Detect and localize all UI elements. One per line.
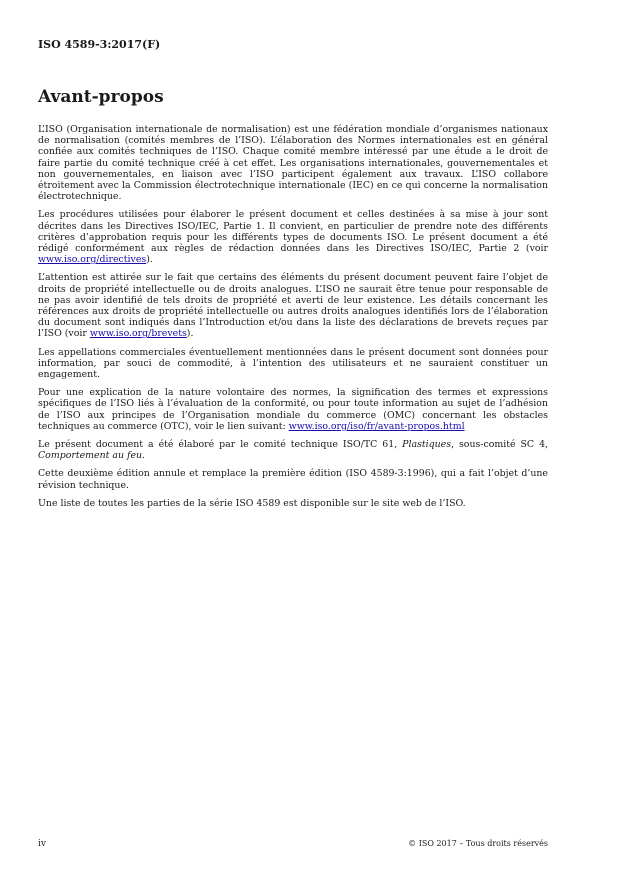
paragraph-text: Pour une explication de la nature volontaire des normes, la signification des termes et expressions spécifiques de l’ISO liés à l’évaluation de la conformité, ou pour toute information au sujet de l’adhésion de l’ISO aux principes de l’Organisation mondiale du commerce (OMC) concernant les obstacles techniques au commerce (OTC), voir le lien suivant: — [38, 387, 548, 432]
page-number: iv — [38, 839, 46, 849]
paragraph-text: Le présent document a été élaboré par le comité technique ISO/TC 61, — [38, 439, 403, 451]
paragraph-end: ). — [146, 254, 153, 266]
paragraph-end: ). — [186, 328, 194, 340]
paragraph-committee — [38, 439, 548, 461]
foreword-link[interactable]: www.iso.org/iso/fr/avant-propos.html — [288, 420, 465, 432]
paragraph-patents — [38, 272, 548, 339]
page-title: Avant-propos — [38, 87, 164, 107]
paragraph-iso-intro: L’ISO (Organisation internationale de normalisation) est une fédération mondiale d’organismes nationaux de normalisation (comités membres de l’ISO). L’élaboration des Normes internationales est en général confiée aux comités techniques de l’ISO. Chaque comité membre intéressé par une étude a le droit de faire partie du comité technique créé à cet effet. Les organisations internationales, gouvernementales et non gouvernementales, en liaison avec l’ISO participent également aux travaux. L’ISO collabore étroitement avec la Commission électrotechnique internationale (IEC) en ce qui concerne la normalisation électrotechnique. — [38, 124, 548, 203]
document-id: ISO 4589-3:2017(F) — [38, 38, 161, 51]
paragraph-voluntary-nature — [38, 387, 548, 432]
paragraph-end: . — [142, 450, 146, 462]
paragraph-trade-names: Les appellations commerciales éventuellement mentionnées dans le présent document sont données pour information, par souci de commodité, à l’intention des utilisateurs et ne sauraient constituer un engagement. — [38, 346, 548, 381]
subcommittee-title: Comportement au feu — [38, 450, 143, 462]
paragraph-text: , sous-comité SC 4, — [451, 439, 549, 451]
directives-link[interactable]: www.iso.org/directives — [38, 254, 147, 266]
copyright-notice: © ISO 2017 – Tous droits réservés — [408, 839, 548, 848]
paragraph-series-list: Une liste de toutes les parties de la série ISO 4589 est disponible sur le site web de l’ISO. — [38, 497, 466, 509]
paragraph-text: L’attention est attirée sur le fait que certains des éléments du présent document peuvent faire l’objet de droits de propriété intellectuelle ou de droits analogues. L’ISO ne saurait être tenue pour responsable de ne pas avoir identifié de tels droits de propriété et averti de leur existence. Les détails concernant les références aux droits de propriété intellectuelle ou autres droits analogues identifiés lors de l’élaboration du document sont indiqués dans l’Introduction et/ou dans la liste des déclarations de brevets reçues par l’ISO (voir — [38, 272, 548, 340]
foreword-body — [38, 124, 548, 516]
paragraph-procedures — [38, 209, 548, 265]
patents-link[interactable]: www.iso.org/brevets — [89, 328, 187, 340]
paragraph-edition: Cette deuxième édition annule et remplace la première édition (ISO 4589-3:1996), qui a fait l’objet d’une révision technique. — [38, 468, 548, 491]
committee-title: Plastiques — [402, 439, 452, 451]
paragraph-text: Les procédures utilisées pour élaborer le présent document et celles destinées à sa mise à jour sont décrites dans les Directives ISO/IEC, Partie 1. Il convient, en particulier de prendre note des différents critères d’approbation requis pour les différents types de documents ISO. Le présent document a été rédigé conformément aux règles de rédaction données dans les Directives ISO/IEC, Partie 2 (voir — [38, 209, 548, 255]
